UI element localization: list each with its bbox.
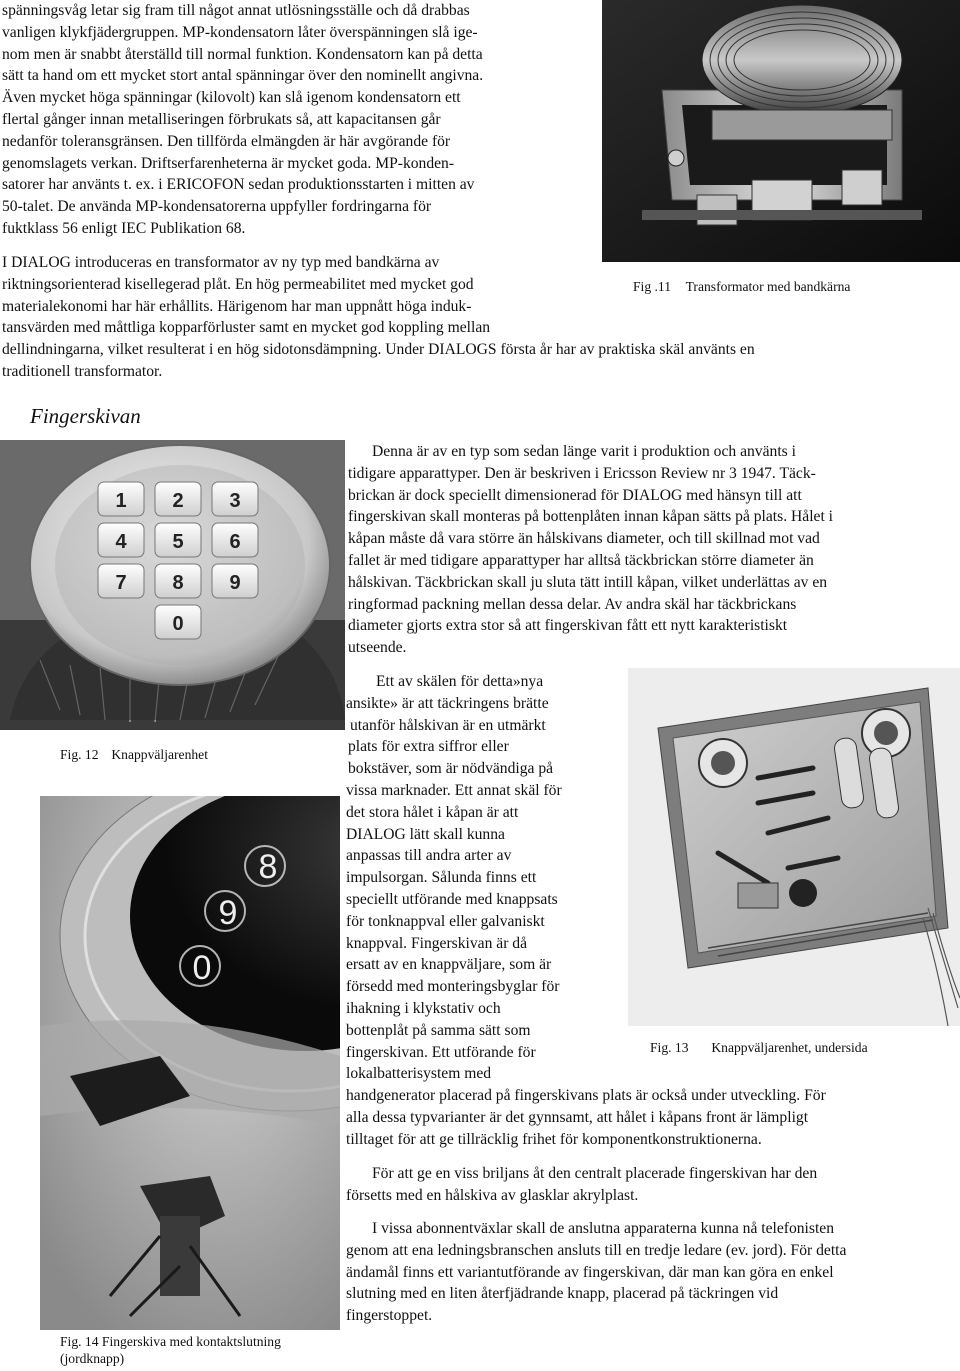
text-line: plats för extra siffror eller [348,738,509,756]
text-line: handgenerator placerad på fingerskivans plats är också under utveckling. För [346,1087,826,1104]
text-line: materialekonomi har här erhållits. Härigenom har man uppnått höga induk- [2,297,472,315]
text-line: kåpan måste då vara större än hålskivans diameter, och till skillnad mot vad [348,530,820,548]
text-line: hålskivan. Täckbrickan skall ju sluta tätt intill kåpan, vilket underlättas av en [348,573,828,591]
text-line: fingerskivan. Ett utförande för [346,1043,536,1061]
text-line: I vissa abonnentväxlar skall de anslutna apparaterna kunna nå telefonisten [372,1220,835,1237]
key-label: 3 [229,490,241,512]
key-label: 0 [172,613,184,635]
key-label: 1 [115,490,127,512]
text-line: tansvärden med måttliga kopparförluster samt en mycket god koppling mellan [2,319,491,337]
fig11-caption-text: Transformator med bandkärna [685,279,851,294]
text-line: vanligen klykfjädergruppen. MP-kondensatorn låter överspänningen slå ige- [2,23,478,41]
dial-description-paragraph [348,441,958,659]
fig14-caption [60,1333,281,1367]
text-line: impulsorgan. Sålunda finns ett [346,869,537,887]
key-label: 5 [172,531,184,553]
text-line: vissa marknader. Ett annat skäl för [346,781,562,799]
text-line: bokstäver, som är nödvändiga på [348,760,554,778]
fig14-caption-line: Fig. 14 Fingerskiva med kontaktslutning [60,1334,281,1349]
dial-digit: 9 [218,894,238,932]
fig12-label: Fig. 12 [60,747,99,762]
text-line: för tonknappval eller galvaniskt [346,912,545,930]
text-line: diameter gjorts extra stor så att fingerskivan fått ett nytt karakteristiskt [348,617,788,635]
fig12-caption [60,746,208,763]
text-line: tidigare apparattyper. Den är beskriven i Ericsson Review nr 3 1947. Täck- [348,464,816,482]
transformer-illustration [602,0,960,262]
text-line: fallet är med tidigare apparattyper har alltså täckbrickan större diameter än [348,551,814,569]
key-label: 8 [172,572,184,594]
text-line: nedanför toleransgränsen. Den tillförda elmängden är här avgörande för [2,132,451,150]
text-line: ringformad packning mellan dessa delar. Av andra skäl har täckbrickans [348,595,797,613]
text-line: ihakning i klykstativ och [346,999,501,1017]
text-line: fuktklass 56 enligt IEC Publikation 68. [2,219,246,237]
circuit-board-illustration [628,668,960,1026]
text-line: Ett av skälen för detta»nya [376,673,544,690]
new-face-paragraph [346,671,626,1085]
text-line: brickan är dock speciellt dimensionerad för DIALOG med hänsyn till att [348,486,802,504]
text-line: riktningsorienterad kisellegerad plåt. En hög permeabilitet med mycket god [2,275,474,293]
text-line: dellindningarna, vilket resulterat i en hög sidotonsdämpning. Under DIALOGS första år har av praktiska skäl använts en [2,341,755,359]
text-line: slutning med en liten återfjädrande knapp, placerad på täckringen vid [346,1285,779,1303]
new-face-paragraph-continued [346,1085,958,1150]
key-label: 2 [172,490,184,512]
text-line: DIALOG lätt skall kunna [346,825,505,843]
fig13-circuit-photo [628,668,960,1026]
fig11-transformer-photo [602,0,960,262]
fig11-label: Fig .11 [633,279,672,294]
text-line: nom men är snabbt återställd till normal funktion. Kondensatorn kan på detta [2,45,483,63]
text-line: anpassas till andra arter av [346,847,512,865]
fig14-caption-line: (jordknapp) [60,1351,125,1366]
text-line: utseende. [348,639,407,657]
text-line: spänningsvåg letar sig fram till något annat utlösningsställe och då drabbas [2,2,470,19]
fig13-caption-text: Knappväljarenhet, undersida [711,1040,868,1055]
text-line: det stora hålet i kåpan är att [346,803,519,821]
section-heading: Fingerskivan [30,404,141,428]
text-line: försedd med monteringsbyglar för [346,978,560,996]
text-line: lokalbatterisystem med [346,1065,492,1083]
text-line: speciellt utförande med knappsats [346,890,558,908]
key-label: 7 [115,572,127,594]
text-line: Denna är av en typ som sedan länge varit i produktion och använts i [372,443,796,460]
text-line: alla dessa typvarianter är det gynnsamt, att hålet i kåpans front är lämpligt [346,1108,809,1126]
text-line: traditionell transformator. [2,362,163,380]
text-line: satorer har använts t. ex. i ERICOFON sedan produktionsstarten i mitten av [2,176,475,194]
text-line: tilltaget för att ge tillräcklig frihet för komponentkonstruktionerna. [346,1130,762,1148]
text-line: Även mycket höga spänningar (kilovolt) kan slå igenom kondensatorn ett [2,89,461,107]
dial-digit: 0 [192,949,212,987]
text-line: sätt ta hand om ett mycket stort antal spänningar över den nominellt angivna. [2,67,484,85]
text-line: 50-talet. De använda MP-kondensatorerna uppfyller fordringarna för [2,198,432,216]
earth-button-paragraph [346,1218,958,1327]
key-label: 6 [229,531,241,553]
text-line: ändamål finns ett variantutförande av fingerskivan, där man kan göra en enkel [346,1263,834,1281]
text-line: genomslagets verkan. Driftserfarenheterna är mycket goda. MP-konden- [2,154,455,172]
text-line: fingerstoppet. [346,1307,433,1325]
text-line: I DIALOG introduceras en transformator av ny typ med bandkärna av [2,254,440,271]
fig13-caption [650,1039,868,1056]
dial-digit: 8 [258,848,278,886]
keypad-illustration [0,440,345,730]
text-line: För att ge en viss briljans åt den centralt placerade fingerskivan har den [372,1165,818,1182]
text-line: försetts med en hålskiva av glasklar akrylplast. [346,1186,639,1204]
text-line: knappval. Fingerskivan är då [346,934,528,952]
transformer-paragraph [2,252,952,383]
text-line: fingerskivan skall monteras på bottenplåten innan kåpan sätts på plats. Hålet i [348,508,834,526]
text-line: bottenplåt på samma sätt som [346,1021,531,1039]
text-line: ersatt av en knappväljare, som är [346,956,552,974]
key-label: 9 [229,572,241,594]
fig14-dial-photo [40,796,340,1330]
fig12-caption-text: Knappväljarenhet [111,747,208,762]
fig11-caption [633,278,850,295]
text-line: ansikte» är att täckringens brätte [346,694,549,712]
key-label: 4 [115,531,127,553]
text-line: genom att ena ledningsbranschen ansluts till en tredje ledare (ev. jord). För detta [346,1241,847,1259]
text-line: utanför hålskivan är en utmärkt [350,716,546,734]
acrylic-paragraph [346,1163,958,1207]
intro-paragraph [2,0,594,240]
dial-illustration [40,796,340,1330]
text-line: flertal gånger innan metalliseringen förbrukats så, att kapacitansen går [2,110,441,128]
fig12-keypad-photo [0,440,345,730]
fig13-label: Fig. 13 [650,1040,689,1055]
